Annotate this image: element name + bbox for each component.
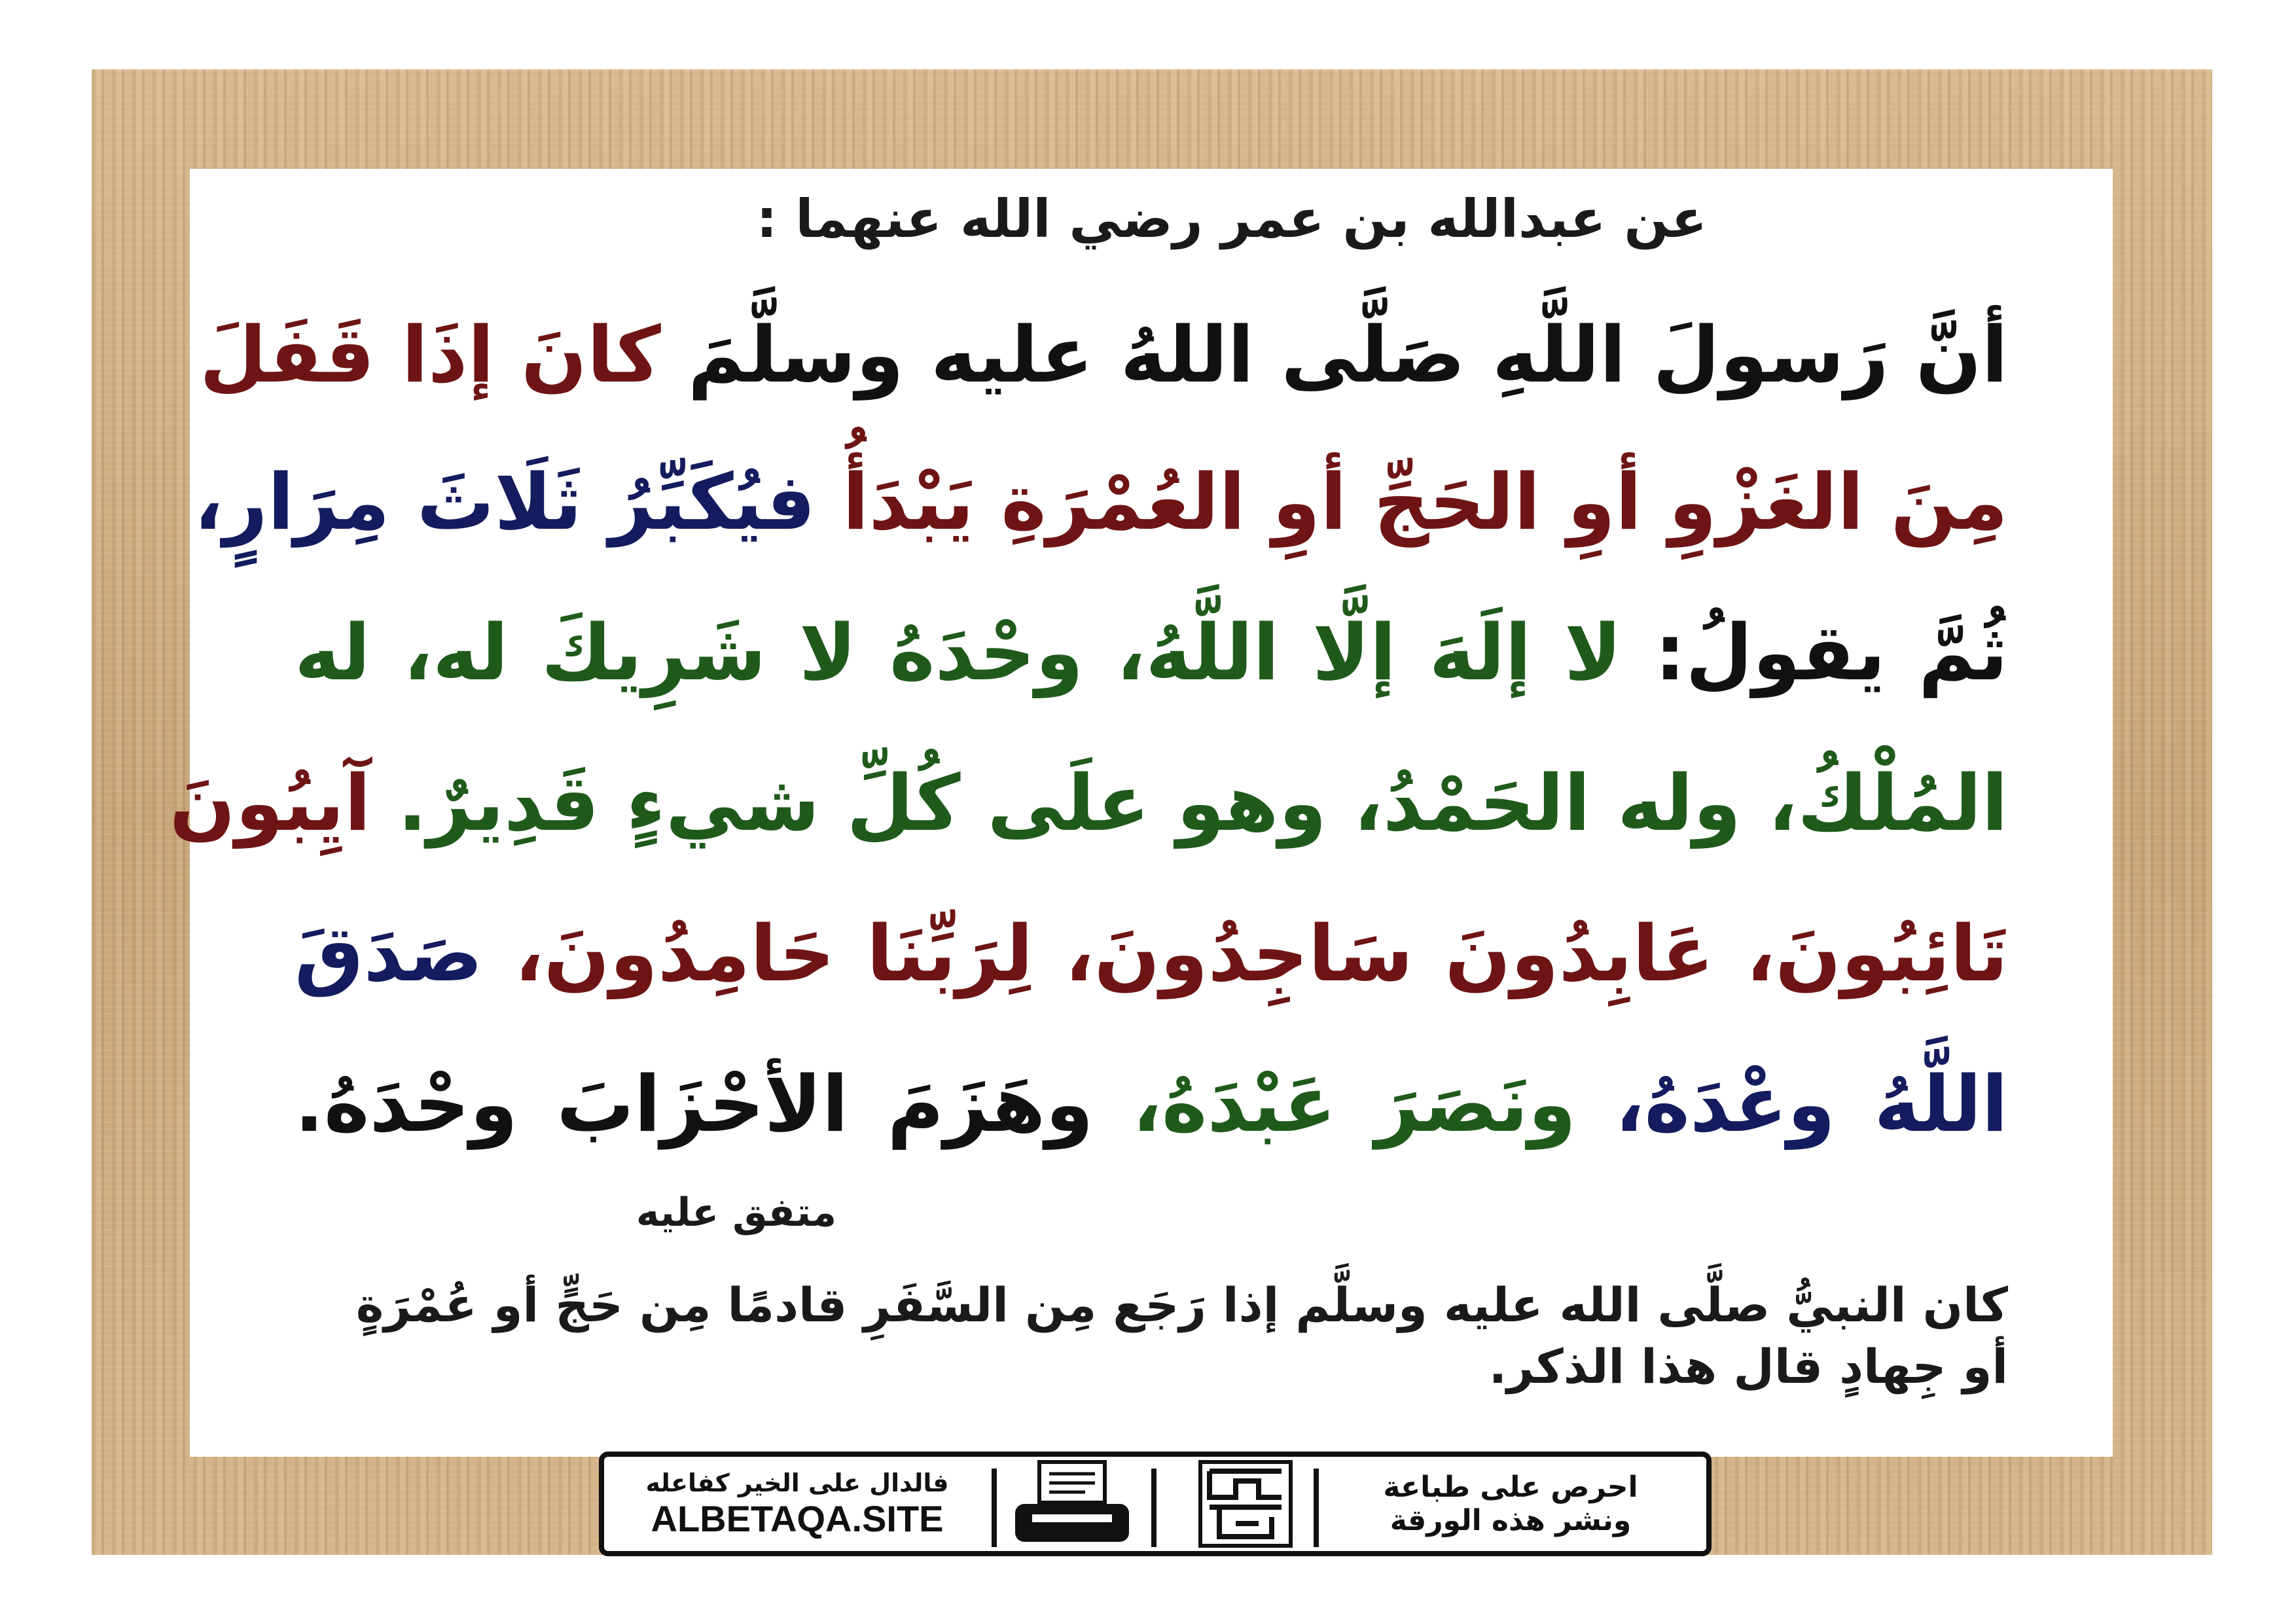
hadith-line-4 <box>169 758 2113 848</box>
hadith-card <box>169 169 2113 1457</box>
hadith-segment: أنَّ رَسولَ اللَّهِ صَلَّى اللهُ عليه وسلَّمَ <box>660 310 2008 400</box>
logo <box>1180 1457 1311 1551</box>
hadith-segment: تَائِبُونَ، عَابِدُونَ سَاجِدُونَ، لِرَبِّنَا حَامِدُونَ، <box>482 908 2008 999</box>
hadith-segment: صَدَقَ <box>295 908 483 999</box>
hadith-segment: كانَ إذَا قَفَلَ <box>200 310 661 400</box>
hadith-explanation: كان النبيُّ صلَّى الله عليه وسلَّم إذا رَجَع مِن السَّفَرِ قادمًا مِن حَجٍّ أو عُمْرَةٍ أو جِهادٍ قال هذا الذكر. <box>355 1277 2008 1394</box>
notice-line-2: ونشر هذه الورقة <box>1390 1504 1632 1537</box>
hadith-source: متفق عليه <box>636 1190 836 1236</box>
hadith-segment: المُلْكُ، وله الحَمْدُ، وهو علَى كُلِّ شيءٍ قَدِيرٌ. <box>370 758 2008 848</box>
hadith-line-6 <box>190 1059 2113 1149</box>
hadith-segment: ثُمَّ يقولُ: <box>1621 607 2008 698</box>
notice-box <box>1318 1457 1704 1551</box>
hadith-segment: مِنَ الغَزْوِ أوِ الحَجِّ أوِ العُمْرَةِ يَبْدَأُ <box>816 457 2008 547</box>
printer-icon <box>997 1457 1147 1551</box>
hadith-segment: لا إلَهَ إلَّا اللَّهُ، وحْدَهُ لا شَرِيكَ له، له <box>295 607 1622 698</box>
hadith-line-1 <box>190 310 2113 400</box>
hadith-segment: وهَزَمَ الأحْزَابَ وحْدَهُ. <box>295 1059 1094 1149</box>
hadith-line-5 <box>190 908 2113 999</box>
divider <box>1151 1469 1157 1547</box>
site-link[interactable]: ALBETAQA.SITE <box>651 1497 944 1539</box>
site-box <box>604 1457 990 1551</box>
hadith-line-2 <box>190 457 2113 547</box>
footer-bar <box>599 1452 1712 1556</box>
hadith-segment: ونَصَرَ عَبْدَهُ، <box>1093 1059 1577 1149</box>
notice-line-1: احرص على طباعة <box>1383 1471 1638 1504</box>
hadith-segment: اللَّهُ وعْدَهُ، <box>1576 1059 2008 1149</box>
narrator-line: عن عبدالله بن عمر رضي الله عنهما : <box>756 188 1707 249</box>
hadith-line-3 <box>190 607 2113 698</box>
slogan-text: فالدال على الخير كفاعله <box>645 1468 949 1497</box>
divider <box>992 1469 997 1547</box>
hadith-segment: فيُكَبِّرُ ثَلَاثَ مِرَارٍ، <box>194 457 816 547</box>
hadith-segment: آيِبُونَ <box>169 758 371 848</box>
